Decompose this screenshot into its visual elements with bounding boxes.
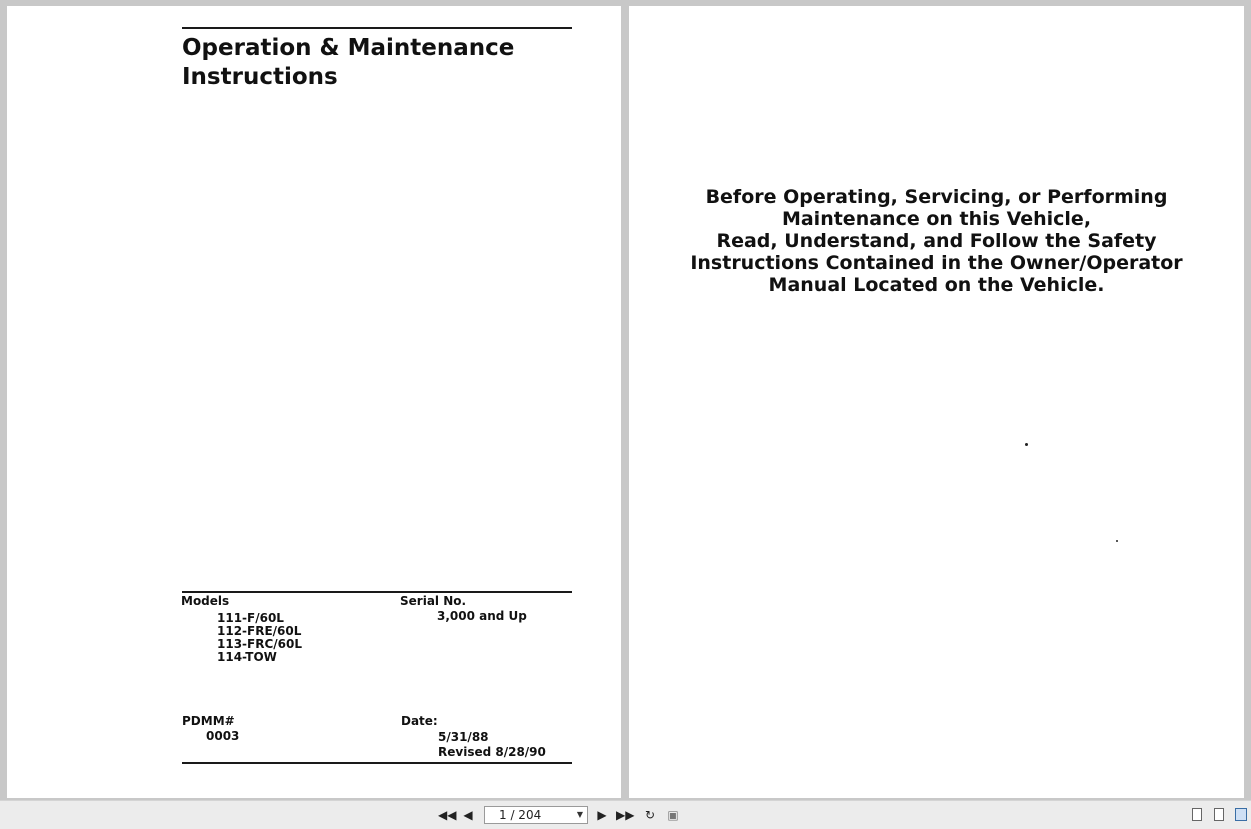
last-page-icon[interactable]: ▶▶: [616, 808, 635, 822]
models-rule: [182, 591, 572, 593]
notice-line: Instructions Contained in the Owner/Operator: [690, 252, 1183, 274]
revised-date-value: Revised 8/28/90: [438, 745, 546, 759]
document-page-right: [629, 6, 1244, 798]
date-values: [438, 730, 546, 760]
bottom-rule: [182, 762, 572, 764]
continuous-view-icon[interactable]: [1214, 808, 1224, 821]
model-item: 114-TOW: [217, 650, 277, 664]
title-line-2: Instructions: [182, 64, 338, 90]
first-page-icon[interactable]: ◀◀: [438, 808, 457, 822]
safety-notice: [669, 186, 1204, 296]
viewer-toolbar: [0, 800, 1251, 829]
scan-speck: [1116, 540, 1118, 542]
prev-page-icon[interactable]: ◀: [463, 808, 473, 822]
next-page-icon[interactable]: ▶: [597, 808, 607, 822]
page-indicator: 1 / 204: [499, 808, 542, 822]
notice-line: Before Operating, Servicing, or Performing: [705, 186, 1168, 208]
notice-line: Read, Understand, and Follow the Safety: [716, 230, 1157, 252]
model-item: 111-F/60L: [217, 611, 284, 625]
models-list: [217, 612, 302, 664]
pdmm-value: 0003: [206, 729, 240, 743]
model-item: 112-FRE/60L: [217, 624, 302, 638]
top-rule: [182, 27, 572, 29]
serial-label: Serial No.: [400, 594, 467, 608]
page-number-input[interactable]: [484, 806, 588, 824]
notice-line: Manual Located on the Vehicle.: [768, 274, 1105, 296]
rotate-page-icon[interactable]: ↻: [644, 808, 656, 822]
notice-line: Maintenance on this Vehicle,: [781, 208, 1092, 230]
single-page-view-icon[interactable]: [1192, 808, 1202, 821]
date-value: 5/31/88: [438, 730, 489, 744]
two-page-view-icon[interactable]: [1235, 808, 1247, 821]
chevron-down-icon[interactable]: ▼: [576, 810, 583, 819]
document-title: [182, 34, 514, 92]
model-item: 113-FRC/60L: [217, 637, 303, 651]
serial-value: 3,000 and Up: [437, 609, 527, 623]
date-label: Date:: [401, 714, 438, 728]
scan-speck: [1025, 443, 1028, 446]
fit-page-icon[interactable]: ▣: [667, 808, 679, 822]
pdmm-label: PDMM#: [182, 714, 235, 728]
document-page-left: [7, 6, 621, 798]
models-label: Models: [181, 594, 230, 608]
title-line-1: Operation & Maintenance: [182, 35, 515, 61]
